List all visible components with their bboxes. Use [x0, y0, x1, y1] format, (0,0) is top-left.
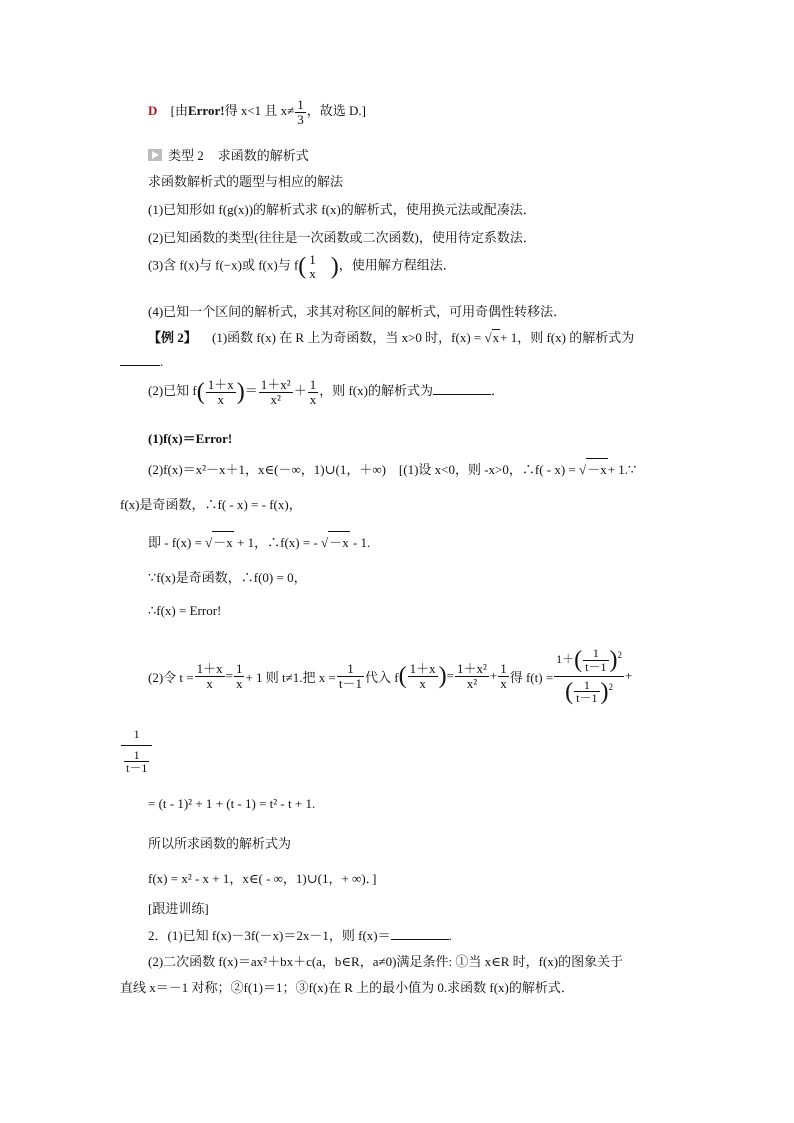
method-3-fraction: 1 x: [309, 252, 316, 281]
example2-part1: 【例 2】 (1)函数 f(x) 在 R 上为奇函数，当 x>0 时，f(x) = √x+ 1，则 f(x) 的解析式为: [148, 330, 635, 345]
followup-q2-1: 2．(1)已知 f(x)－3f(－x)＝2x－1，则 f(x)＝ .: [148, 928, 452, 943]
followup-q2-2a: (2)二次函数 f(x)＝ax²＋bx＋c(a，b∈R，a≠0)满足条件: ①当 x∈R 时，f(x)的图象关于: [148, 954, 624, 969]
answer-letter: D: [148, 103, 158, 119]
method-4: (4)已知一个区间的解析式，求其对称区间的解析式，可用奇偶性转移法．: [148, 304, 567, 319]
followup-tag: [跟进训练]: [148, 901, 209, 916]
solution-1: (1)f(x)＝Error!: [148, 431, 233, 446]
example2-part2: (2)已知 f( $\frac{1+x}{x}$ )＝ $\frac{\text{1＋x²}}{\text{x²}}$ ＋ $\frac{1}{x}$ ，则 f(x)的解析式为 ．: [148, 377, 504, 407]
solution-8: $\frac{1}{\frac{1}{t-1}}$: [120, 728, 153, 775]
solution-9: = (t - 1)² + 1 + (t - 1) = t² - t + 1.: [148, 796, 316, 811]
method-3-pre: (3)含 f(x)与 f(−x)或 f(x)与 f: [148, 257, 299, 273]
answer-blank-3[interactable]: [391, 939, 449, 940]
sqrt-x: √x: [484, 330, 500, 345]
solution-6: ∴f(x) = Error!: [148, 603, 222, 618]
answer-mid: 得 x<1 且 x≠: [224, 103, 295, 119]
answer-open: [由: [170, 103, 188, 119]
solution-11: f(x) = x² - x + 1，x∈( - ∞，1)∪(1，+ ∞)．]: [148, 871, 377, 886]
example2-part1-blank: .: [120, 354, 163, 370]
answer-fraction: $\frac{1}{3}$: [297, 97, 304, 127]
solution-7: (2)令 t = $\frac{1+x}{x}$ = $\frac{1}{x}$ + 1 则 t≠1.把 x = $\frac{1}{t-1}$ 代入 f ( $\frac{1+x}{x}$ ) = $\frac{\text{1＋x²}}{\text{x²}}$ + $\frac{1}{x}$ 得 f(t) = 1＋( $\frac{1}{t-1}$ )$^2$ ( $\frac{1}{t-1}$ )$^2$ +: [148, 646, 633, 706]
intro-text: 求函数解析式的题型与相应的解法: [148, 174, 344, 189]
solution-4: 即 - f(x) = √－x + 1，∴f(x) = - √－x - 1.: [148, 531, 370, 551]
play-icon: [148, 149, 162, 161]
answer-close: ，故选 D.]: [306, 103, 366, 119]
solution-2: (2)f(x)＝x²－x＋1，x∈(－∞，1)∪(1，＋∞) [(1)设 x<0，则 -x>0，∴f( - x) = √－x+ 1.∵: [148, 458, 636, 478]
solution-3: f(x)是奇函数，∴f( - x) = - f(x)，: [120, 497, 302, 512]
example-tag: 【例 2】: [148, 330, 197, 345]
method-2: (2)已知函数的类型(往往是一次函数或二次函数)，使用待定系数法．: [148, 230, 536, 245]
answer-blank[interactable]: [120, 365, 160, 366]
section-title: 求函数的解析式: [217, 148, 309, 163]
answer-blank-2[interactable]: [433, 394, 491, 395]
section-label: 类型 2: [168, 148, 204, 163]
solution-5: ∵f(x)是奇函数，∴f(0) = 0，: [148, 570, 307, 585]
method-1: (1)已知形如 f(g(x))的解析式求 f(x)的解析式，使用换元法或配凑法．: [148, 202, 536, 217]
method-3: (3)含 f(x)与 f(−x)或 f(x)与 f( 1 x )，使用解方程组法．: [148, 252, 456, 281]
section-heading: [148, 145, 309, 164]
big-fraction: 1＋( $\frac{1}{t-1}$ )$^2$ ( $\frac{1}{t-1}$ )$^2$: [556, 646, 623, 706]
followup-q2-2b: 直线 x＝－1 对称；②f(1)＝1；③f(x)在 R 上的最小值为 0.求函数 f(x)的解析式．: [120, 980, 574, 995]
answer-error: Error!: [187, 103, 225, 119]
solution-10: 所以所求函数的解析式为: [148, 836, 292, 851]
answer-line: [148, 98, 366, 126]
method-3-post: ，使用解方程组法．: [338, 257, 456, 273]
